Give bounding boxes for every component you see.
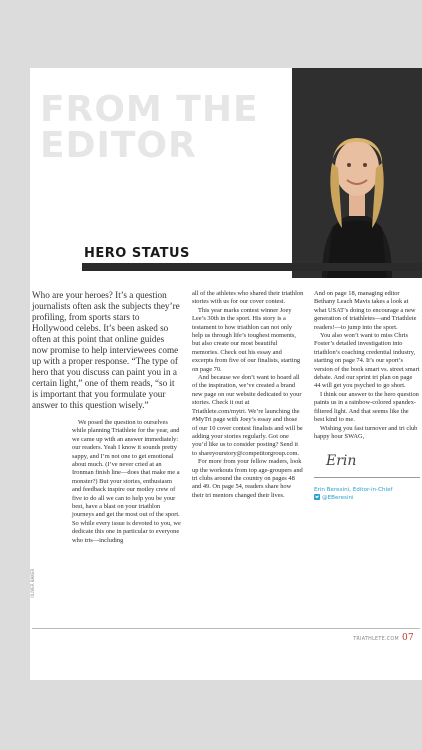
- editor-twitter[interactable]: [314, 494, 420, 502]
- masthead-line-1: FROM THE: [40, 89, 259, 130]
- col2-paragraph-1: all of the athletes who shared their triathlon stories with us for our cover contest.: [192, 290, 304, 306]
- editor-name: Erin Beresini, Editor-in-Chief: [314, 487, 393, 494]
- column-1-body: [32, 419, 182, 545]
- signature-block: [314, 477, 420, 502]
- column-3-body: [314, 290, 420, 441]
- intro-paragraph: [32, 290, 182, 411]
- magazine-page: [30, 68, 422, 680]
- photo-credit: OLIVER BAKER: [30, 568, 35, 598]
- column-1: [32, 290, 182, 545]
- masthead: [40, 89, 270, 166]
- col2-paragraph-2: This year marks contest winner Joey Lee’s 30th in the sport. His story is a testament to how triathlon can not only help us through life’s toughest moments, but also create our most beautiful memories. Check out his essay and excerpts from five of our finalists, starting on page 70.: [192, 306, 301, 373]
- column-2: [192, 290, 304, 500]
- footer-rule: [32, 628, 420, 629]
- section-rule: [82, 263, 422, 271]
- masthead-line-2: EDITOR: [40, 125, 197, 166]
- col3-paragraph-2: You also won’t want to miss Chris Foster’s detailed investigation into triathlon’s coaching credential industry, starting on page 74. It’s our sport’s version of the book smart vs. street smart debate. And our sprint tri plan on page 44 will get you psyched to go short.: [314, 332, 420, 390]
- twitter-icon: [314, 494, 320, 500]
- twitter-handle[interactable]: @EBeresini: [322, 495, 354, 502]
- col2-paragraph-3: And because we don’t want to hoard all of the inspiration, we’ve created a brand new page on our website dedicated to your stories. Check it out at Triathlete.com/mytri. We’re launching the #MyTri page with Joey’s essay and those of our 10 cover contest finalists and will be adding your stories regularly. Got one you’d like us to consider posting? Send it to shareyourstory@competitorgroup.com.: [192, 374, 303, 457]
- page-number: 07: [401, 633, 414, 643]
- footer-site: TRIATHLETE.COM: [353, 637, 399, 642]
- editor-photo: [292, 68, 422, 278]
- col1-paragraph: We posed the question to ourselves while planning Triathlete for the year, and we came up with an answer immediately: our readers. Yeah I know it sounds pretty sappy, and I’m not one to get emotional about much. (I’ve never cried at an Ironman finish line—does that make me a monster?) But your stories, enthusiasm and feedback inspire our motley crew of five to do all we can to help you be your best, have a blast on your triathlon journeys and get the most out of the sport. So while every issue is devoted to you, we dedicate this one in particular to everyone who tris—including: [72, 419, 181, 544]
- intro-text: Who are your heroes? It’s a question journalists often ask the subjects they’re profiling, from sports stars to Hollywood celebs. It’s been asked so often at this point that online guides now promise to help interviewees come up with a proper response. “The type of hero that you discuss can paint you in a certain light,” one of them reads, “so it is important that you formulate your answer to this question wisely.”: [32, 290, 180, 410]
- editor-signature: Erin: [326, 453, 357, 470]
- column-3: [314, 290, 420, 502]
- section-title: HERO STATUS: [84, 246, 190, 261]
- page-footer: [353, 633, 414, 643]
- col3-paragraph-4: Wishing you fast turnover and tri club happy hour SWAG,: [314, 424, 418, 440]
- col3-paragraph-1: And on page 18, managing editor Bethany Leach Mavis takes a look at what USAT’s doing to encourage a new generation of triathletes—and Triathlete readers!—to jump into the sport.: [314, 290, 417, 331]
- col2-paragraph-4: For more from your fellow readers, look up the workouts from top age-groupers and tri clubs around the country on pages 48 and 49. On page 54, readers share how their tri mentors changed their lives.: [192, 458, 303, 499]
- col3-paragraph-3: I think our answer to the hero question paints us in a rainbow-colored spandex-filtered light. And that seems like the best kind to me.: [314, 390, 419, 424]
- editor-portrait-image: [292, 68, 422, 278]
